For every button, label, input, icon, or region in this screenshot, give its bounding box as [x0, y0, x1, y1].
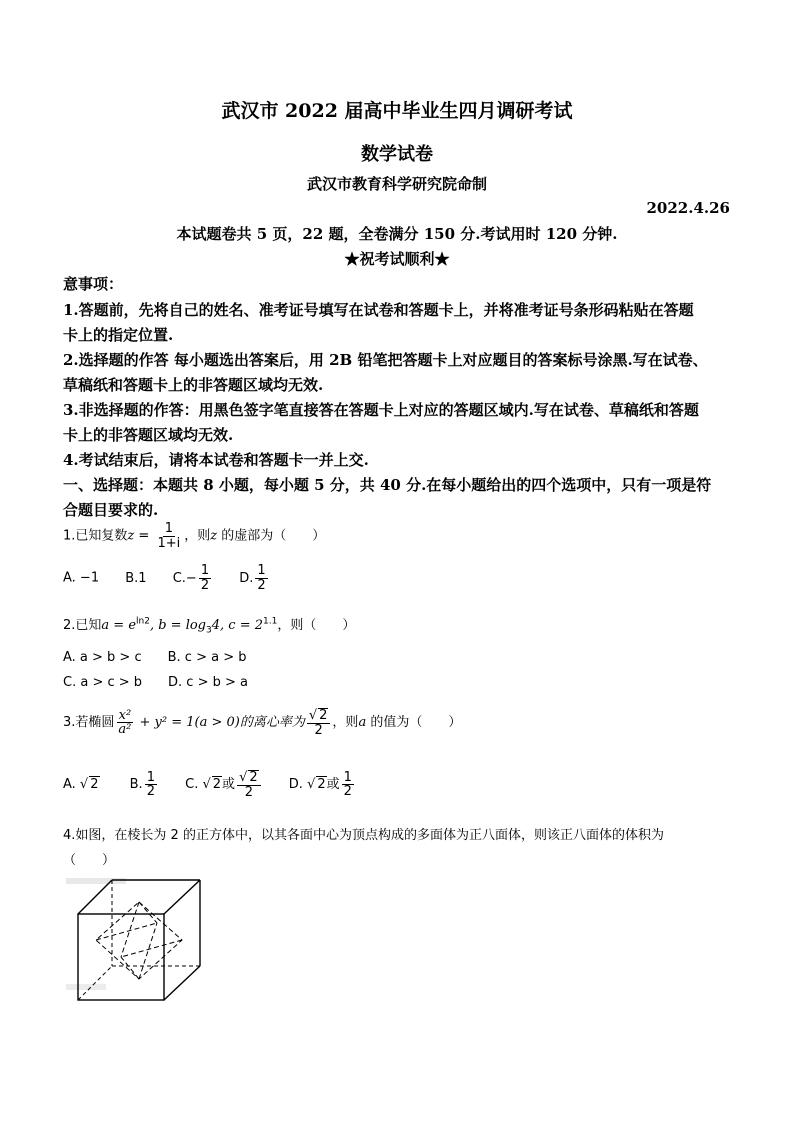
notice-heading: 意事项： [63, 275, 124, 293]
q1-fraction: $\frac{1}{1+i}$ [157, 521, 181, 551]
exam-title: 武汉市 2022 届高中毕业生四月调研考试 [221, 100, 573, 122]
wish-line: ★祝考试顺利★ [344, 250, 450, 268]
question-3-options: A. √ 2 B. $\frac{1}{2}$ C. √ 2或 $\frac{√ 2}{2}$ D. √ 2或 $\frac{1}{2}$ [63, 769, 352, 800]
notice-item-2b: 草稿纸和答题卡上的非答题区域均无效. [63, 376, 324, 394]
subject-title: 数学试卷 [361, 144, 433, 165]
notice-item-2a: 2.选择题的作答 每小题选出答案后，用 2B 铅笔把答题卡上对应题目的答案标号涂黑.写在试卷、 [63, 351, 708, 369]
notice-item-3b: 卡上的非答题区域均无效. [63, 426, 234, 444]
question-1: 1.已知复数z = $\frac{1}{1+i}$ ，则z 的虚部为（ ） [63, 521, 326, 551]
question-4-line2: （ ） [63, 853, 116, 868]
question-2: 2.已知$a = e^{ln2}$, $b = \log_34$, $c = 2^{1.1}$，则（ ） [63, 616, 356, 636]
section-heading-1: 一、选择题：本题共 8 小题，每小题 5 分，共 40 分.在每小题给出的四个选项中，只有一项是符 [63, 476, 712, 494]
notice-item-4: 4.考试结束后，请将本试卷和答题卡一并上交. [63, 451, 369, 469]
notice-item-1b: 卡上的指定位置. [63, 326, 174, 344]
cube-octahedron-figure [60, 872, 220, 1012]
publisher: 武汉市教育科学研究院命制 [306, 175, 487, 193]
notice-item-3a: 3.非选择题的作答：用黑色签字笔直接答在答题卡上对应的答题区域内.写在试卷、草稿纸和答题 [63, 401, 699, 419]
section-heading-2: 合题目要求的. [63, 501, 159, 519]
question-3: 3.若椭圆 $\frac{\text{x²}}{\text{a²}}$ + y² = 1(a > 0)的离心率为 $\frac{√ 2}{2}$ ，则a 的值为（ ） [63, 707, 462, 738]
exam-info: 本试题卷共 5 页，22 题，全卷满分 150 分.考试用时 120 分钟. [176, 225, 618, 243]
question-4-line1: 4.如图，在棱长为 2 的正方体中，以其各面中心为顶点构成的多面体为正八面体，则该正八面体的体积为 [63, 828, 664, 843]
exam-date: 2022.4.26 [646, 199, 730, 217]
question-2-options-row2: C. a > c > b D. c > b > a [63, 675, 248, 690]
question-1-options: A. −1 B.1 C.− $\frac{1}{2}$ D. $\frac{1}{2}$ [63, 563, 266, 593]
notice-item-1a: 1.答题前，先将自己的姓名、准考证号填写在试卷和答题卡上，并将准考证号条形码粘贴在答题 [63, 301, 694, 319]
question-2-options-row1: A. a > b > c B. c > a > b [63, 650, 247, 665]
